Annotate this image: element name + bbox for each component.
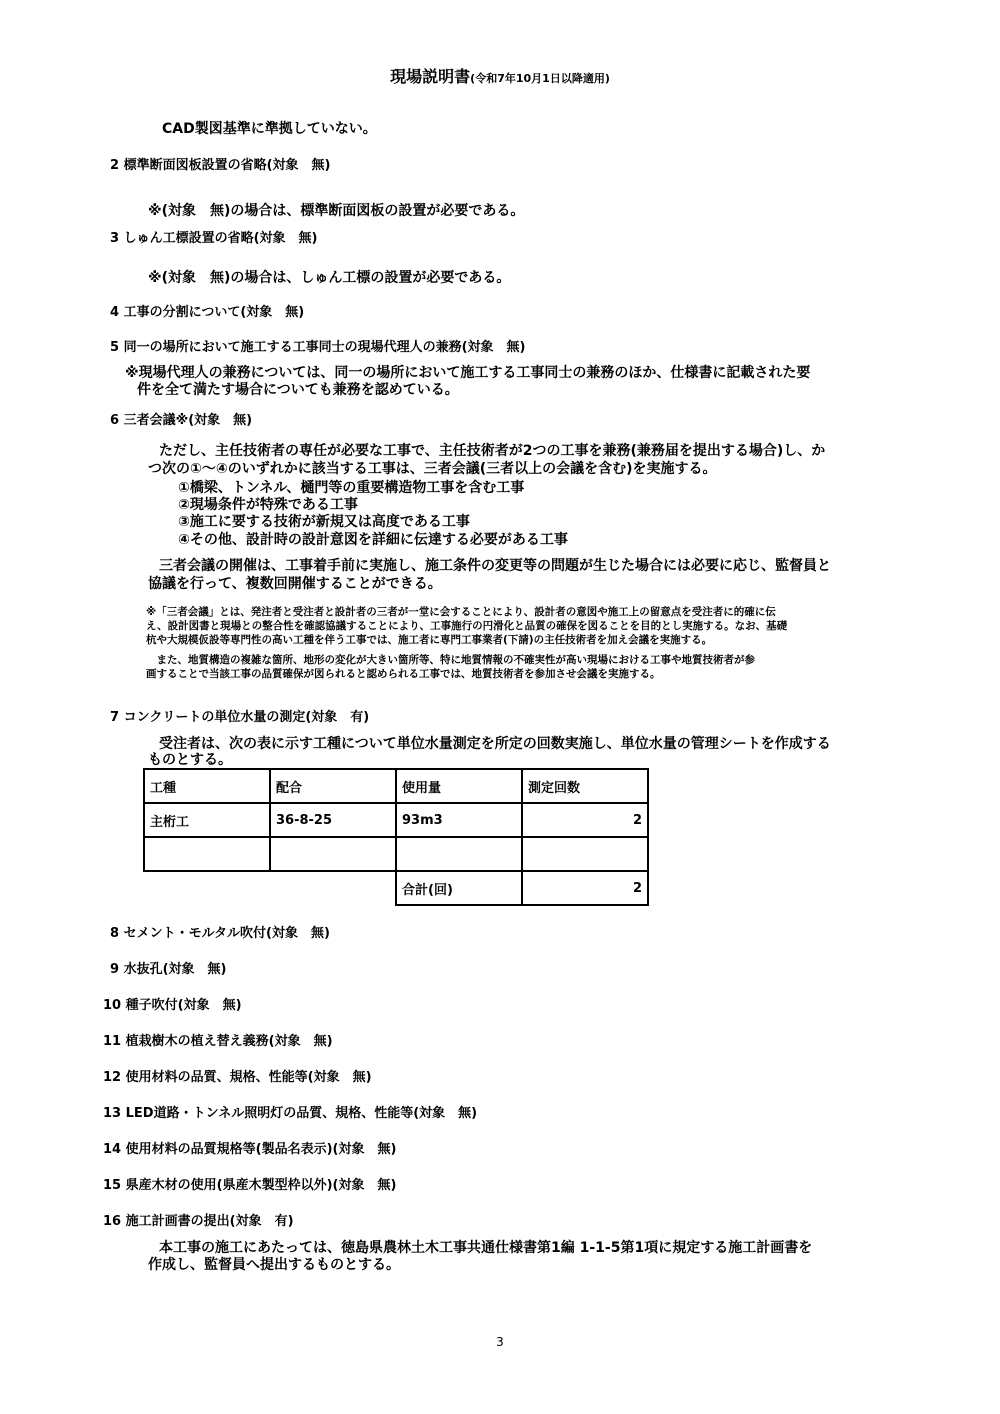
item-11-heading [103,1033,333,1050]
item-3-heading [110,230,317,247]
item-6-condition-3: ③施工に要する技術が新規又は高度である工事 [178,514,470,530]
item-6-footnote-line-2: え、設計図書と現場との整合性を確認協議することにより、工事施行の円滑化と品質の確保を図ることを目的とし実施する。なお、基礎 [146,620,788,632]
item-9-heading [110,961,226,978]
table-total-label: 合計(回) [396,871,522,905]
table-cell [270,837,396,871]
item-6-footnote-line-5: 画することで当該工事の品質確保が図られると認められる工事では、地質技術者を参加させ会議を実施する。 [146,668,661,680]
item-number: 9 [110,962,120,977]
item-5-note-line-1: ※現場代理人の兼務については、同一の場所において施工する工事同士の兼務のほか、仕様書に記載された要 [125,365,811,381]
item-6-para-2-line-2: 協議を行って、複数回開催することができる。 [148,576,442,592]
item-16-heading [103,1213,294,1230]
item-number: 7 [110,710,120,725]
item-number: 15 [103,1178,122,1193]
item-text: 県産木材の使用(県産木製型枠以外)(対象 無) [125,1178,397,1193]
item-3-note: ※(対象 無)の場合は、しゅん工標の設置が必要である。 [148,270,511,286]
item-6-heading [110,412,252,429]
item-text: 標準断面図板設置の省略(対象 無) [123,158,331,173]
table-cell [396,837,522,871]
item-number: 10 [103,998,122,1013]
item-12-heading [103,1069,372,1086]
item-text: コンクリートの単位水量の測定(対象 有) [123,710,370,725]
table-cell: 2 [522,803,648,837]
item-text: しゅん工標設置の省略(対象 無) [123,231,318,246]
item-number: 8 [110,926,120,941]
table-cell: 93m3 [396,803,522,837]
item-number: 4 [110,305,120,320]
item-6-footnote-line-3: 杭や大規模仮設等専門性の高い工種を伴う工事では、施工者に専門工事業者(下請)の主任技術者を加え会議を実施する。 [146,634,713,646]
item-4-heading [110,304,304,321]
table-cell: 36-8-25 [270,803,396,837]
water-content-table [143,768,649,906]
item-2-heading [110,157,330,174]
table-row [144,837,648,871]
page-title [0,64,1000,87]
item-16-para-line-2: 作成し、監督員へ提出するものとする。 [148,1257,400,1273]
item-number: 12 [103,1070,122,1085]
title-main: 現場説明書 [390,67,471,86]
item-number: 11 [103,1034,122,1049]
table-row [144,803,648,837]
table-blank-cell [144,871,270,905]
item-number: 16 [103,1214,122,1229]
item-8-heading [110,925,330,942]
item-number: 6 [110,413,120,428]
table-header-cell: 配合 [270,769,396,803]
item-text: 使用材料の品質規格等(製品名表示)(対象 無) [125,1142,397,1157]
item-6-condition-2: ②現場条件が特殊である工事 [178,497,358,513]
item-text: 種子吹付(対象 無) [125,998,242,1013]
item-5-heading [110,339,525,356]
table-total-row [144,871,648,905]
item-5-note-line-2: 件を全て満たす場合についても兼務を認めている。 [137,382,459,398]
table-cell [522,837,648,871]
table-total-value: 2 [522,871,648,905]
item-text: 工事の分割について(対象 無) [123,305,305,320]
item-15-heading [103,1177,396,1194]
item-text: セメント・モルタル吹付(対象 無) [123,926,330,941]
item-number: 3 [110,231,120,246]
item-number: 5 [110,340,120,355]
item-text: 使用材料の品質、規格、性能等(対象 無) [125,1070,372,1085]
item-6-para-1-line-1: ただし、主任技術者の専任が必要な工事で、主任技術者が2つの工事を兼務(兼務届を提出する場合)し、か [159,443,826,459]
item-text: LED道路・トンネル照明灯の品質、規格、性能等(対象 無) [125,1106,478,1121]
item-6-para-2-line-1: 三者会議の開催は、工事着手前に実施し、施工条件の変更等の問題が生じた場合には必要に応じ、監督員と [159,558,831,574]
item-6-condition-1: ①橋梁、トンネル、樋門等の重要構造物工事を含む工事 [178,480,525,496]
title-note: (令和7年10月1日以降適用) [470,72,610,85]
table-header-cell: 使用量 [396,769,522,803]
item-14-heading [103,1141,396,1158]
item-7-para-line-2: ものとする。 [148,752,232,768]
item-number: 13 [103,1106,122,1121]
item-text: 三者会議※(対象 無) [123,413,253,428]
item-text: 水抜孔(対象 無) [123,962,227,977]
table-cell [144,837,270,871]
item-text: 施工計画書の提出(対象 有) [125,1214,294,1229]
item-16-para-line-1: 本工事の施工にあたっては、徳島県農林土木工事共通仕様書第1編 1-1-5第1項に規定する施工計画書を [159,1240,813,1256]
item-number: 14 [103,1142,122,1157]
item-6-condition-4: ④その他、設計時の設計意図を詳細に伝達する必要がある工事 [178,532,568,548]
item-7-heading [110,709,369,726]
table-header-cell: 測定回数 [522,769,648,803]
table-header-row [144,769,648,803]
item-7-para-line-1: 受注者は、次の表に示す工種について単位水量測定を所定の回数実施し、単位水量の管理シートを作成する [159,736,831,752]
table-blank-cell [270,871,396,905]
cad-line: CAD製図基準に準拠していない。 [162,121,377,137]
item-13-heading [103,1105,477,1122]
table-header-cell: 工種 [144,769,270,803]
table-cell: 主桁工 [144,803,270,837]
item-2-note: ※(対象 無)の場合は、標準断面図板の設置が必要である。 [148,203,525,219]
item-6-footnote-line-4: また、地質構造の複雑な箇所、地形の変化が大きい箇所等、特に地質情報の不確実性が高い現場における工事や地質技術者が参 [146,654,755,666]
item-6-footnote-line-1: ※「三者会議」とは、発注者と受注者と設計者の三者が一堂に会することにより、設計者の意図や施工上の留意点を受注者に的確に伝 [146,606,776,618]
page-number: 3 [496,1335,504,1349]
item-10-heading [103,997,242,1014]
item-text: 植栽樹木の植え替え義務(対象 無) [125,1034,333,1049]
item-number: 2 [110,158,120,173]
item-text: 同一の場所において施工する工事同士の現場代理人の兼務(対象 無) [123,340,526,355]
item-6-para-1-line-2: つ次の①～④のいずれかに該当する工事は、三者会議(三者以上の会議を含む)を実施する。 [148,461,717,477]
